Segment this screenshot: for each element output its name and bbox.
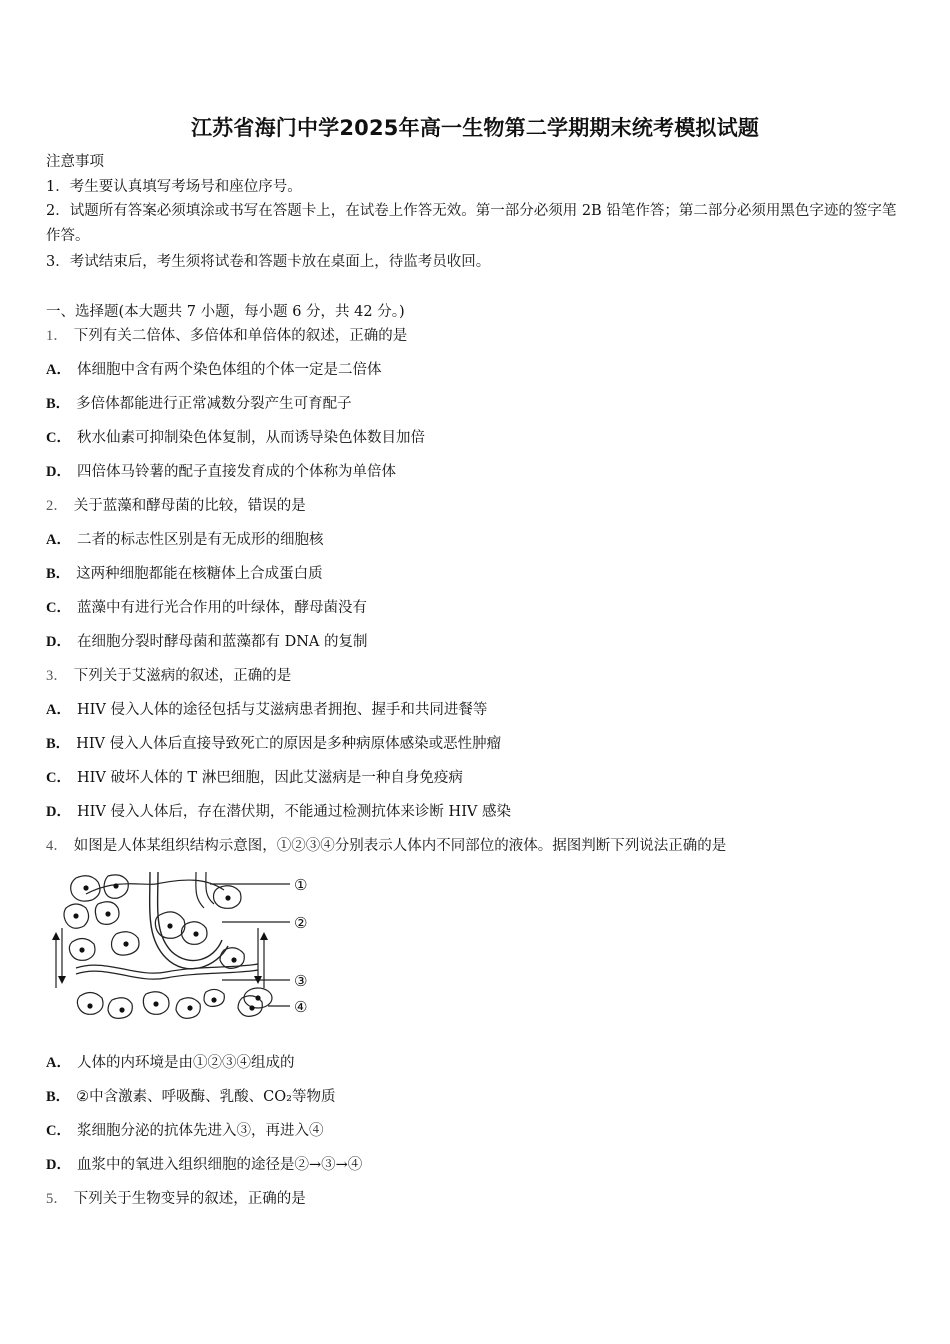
option [46, 1121, 323, 1141]
option-letter: D． [46, 804, 71, 820]
tissue-structure-diagram [46, 868, 322, 1028]
option [46, 632, 368, 652]
notice-item: 2．试题所有答案必须填涂或书写在答题卡上，在试卷上作答无效。第一部分必须用 2B 铅笔作答；第二部分必须用黑色字迹的签字笔作答。 [46, 203, 897, 244]
option-letter: C． [46, 430, 71, 446]
option-text: 秋水仙素可抑制染色体复制，从而诱导染色体数目加倍 [76, 430, 425, 446]
option-text: 蓝藻中有进行光合作用的叶绿体，酵母菌没有 [76, 600, 367, 616]
page-title: 江苏省海门中学2025年高一生物第二学期期末统考模拟试题 [190, 116, 760, 140]
option-text: 血浆中的氧进入组织细胞的途径是②→③→④ [76, 1157, 363, 1173]
option [46, 360, 381, 380]
option [46, 530, 323, 550]
notice-item: 3．考试结束后，考生须将试卷和答题卡放在桌面上，待监考员收回。 [46, 254, 491, 270]
option-text: HIV 侵入人体后直接导致死亡的原因是多种病原体感染或恶性肿瘤 [76, 736, 502, 752]
notice-item: 1．考生要认真填写考场号和座位序号。 [46, 179, 302, 195]
option-text: ②中含激素、呼吸酶、乳酸、CO₂等物质 [76, 1089, 336, 1105]
option-letter: B． [46, 396, 71, 412]
option [46, 598, 367, 618]
option-letter: D． [46, 1157, 71, 1173]
question-text: 下列关于艾滋病的叙述，正确的是 [73, 668, 292, 684]
option [46, 1087, 335, 1107]
option-letter: C． [46, 1123, 71, 1139]
question-text: 如图是人体某组织结构示意图，①②③④分别表示人体内不同部位的液体。据图判断下列说法正确的是 [73, 838, 727, 854]
option-letter: A． [46, 702, 71, 718]
option-letter: B． [46, 736, 71, 752]
option-text: 多倍体都能进行正常减数分裂产生可育配子 [76, 396, 352, 412]
option-text: 浆细胞分泌的抗体先进入③，再进入④ [76, 1123, 324, 1139]
option [46, 1053, 294, 1073]
option [46, 462, 396, 482]
option-letter: D． [46, 634, 71, 650]
option-text: HIV 侵入人体的途径包括与艾滋病患者拥抱、握手和共同进餐等 [76, 702, 488, 718]
option-letter: C． [46, 600, 71, 616]
question-stem [46, 1189, 306, 1209]
figure-label-1: ① [294, 876, 308, 894]
question-number: 5． [46, 1191, 68, 1207]
option [46, 768, 463, 788]
option-letter: A． [46, 532, 71, 548]
option-text: 这两种细胞都能在核糖体上合成蛋白质 [76, 566, 323, 582]
option-letter: A． [46, 362, 71, 378]
option-letter: B． [46, 1089, 71, 1105]
option-text: 四倍体马铃薯的配子直接发育成的个体称为单倍体 [76, 464, 396, 480]
option [46, 394, 352, 414]
question-stem [46, 836, 726, 856]
question-text: 下列关于生物变异的叙述，正确的是 [73, 1191, 306, 1207]
option-text: 体细胞中含有两个染色体组的个体一定是二倍体 [76, 362, 382, 378]
option [46, 564, 323, 584]
option-text: HIV 侵入人体后，存在潜伏期，不能通过检测抗体来诊断 HIV 感染 [76, 804, 511, 820]
option-letter: A． [46, 1055, 71, 1071]
option [46, 700, 487, 720]
option [46, 734, 501, 754]
option-letter: B． [46, 566, 71, 582]
option-letter: D． [46, 464, 71, 480]
option [46, 1155, 362, 1175]
question-number: 4． [46, 838, 68, 854]
question-stem [46, 666, 291, 686]
section-heading: 一、选择题(本大题共 7 小题，每小题 6 分，共 42 分。) [46, 304, 405, 320]
question-number: 2． [46, 498, 68, 514]
option-text: HIV 破坏人体的 T 淋巴细胞，因此艾滋病是一种自身免疫病 [76, 770, 463, 786]
question-stem [46, 326, 407, 346]
option-text: 二者的标志性区别是有无成形的细胞核 [76, 532, 324, 548]
question-text: 下列有关二倍体、多倍体和单倍体的叙述，正确的是 [73, 328, 408, 344]
option-text: 在细胞分裂时酵母菌和蓝藻都有 DNA 的复制 [76, 634, 368, 650]
question-stem [46, 496, 306, 516]
question-number: 1． [46, 328, 68, 344]
question-number: 3． [46, 668, 68, 684]
option [46, 802, 511, 822]
option-letter: C． [46, 770, 71, 786]
option-text: 人体的内环境是由①②③④组成的 [76, 1055, 295, 1071]
option [46, 428, 425, 448]
figure-label-4: ④ [294, 998, 308, 1016]
figure-label-2: ② [294, 914, 308, 932]
question-text: 关于蓝藻和酵母菌的比较，错误的是 [73, 498, 306, 514]
figure-label-3: ③ [294, 972, 308, 990]
notice-heading: 注意事项 [46, 154, 104, 170]
